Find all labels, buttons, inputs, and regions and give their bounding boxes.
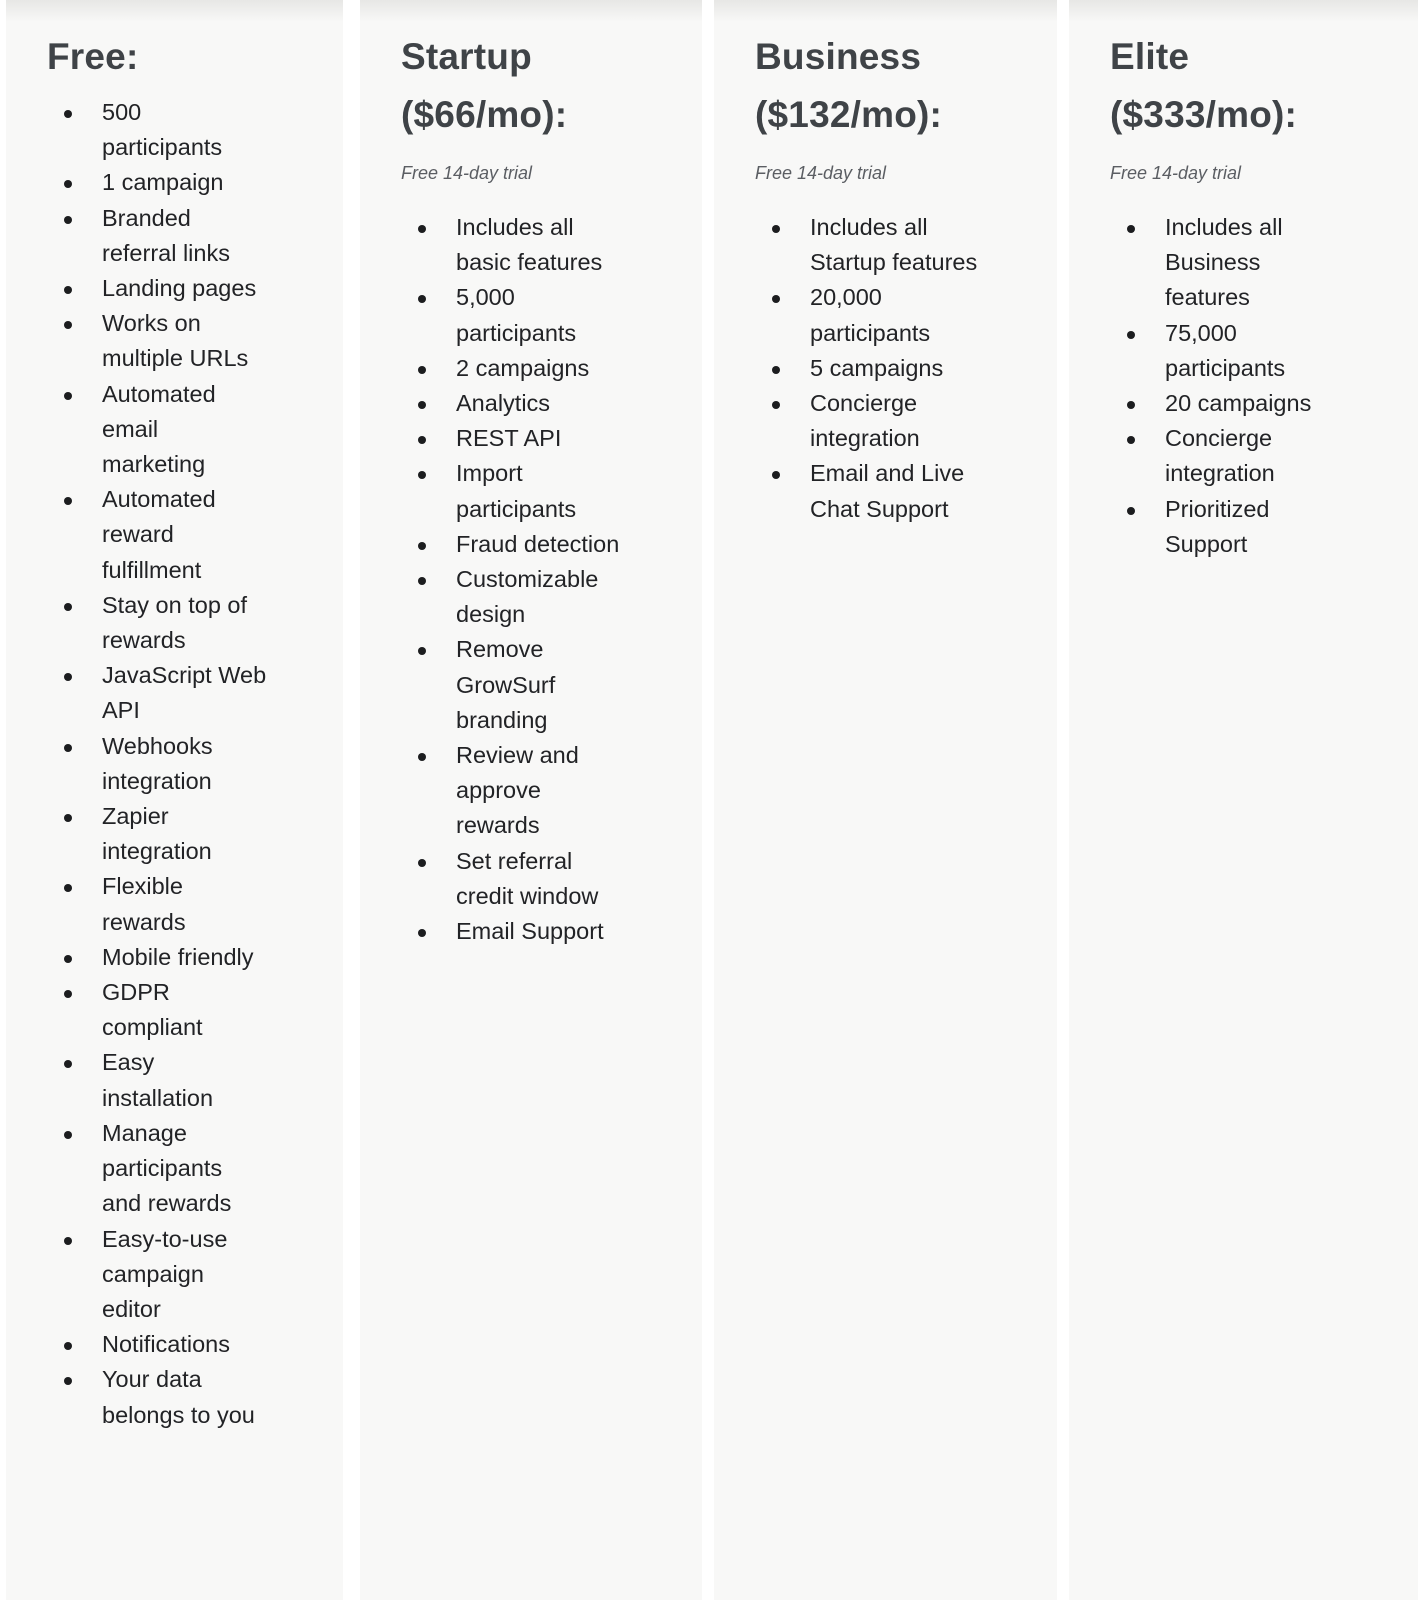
bullet-icon — [772, 295, 780, 303]
feature-text: Concierge integration — [810, 390, 920, 452]
feature-text: Zapier integration — [102, 803, 212, 865]
feature-item — [6, 1222, 267, 1328]
feature-item — [360, 386, 624, 421]
bullet-icon — [64, 744, 72, 752]
column-top-shadow — [360, 0, 702, 22]
feature-text: 5,000 participants — [456, 284, 577, 346]
feature-item — [1069, 386, 1333, 421]
feature-text: Notifications — [102, 1331, 230, 1358]
plan-startup — [360, 0, 702, 1600]
bullet-icon — [1127, 507, 1135, 515]
feature-item — [360, 456, 624, 526]
feature-text: Mobile friendly — [102, 943, 254, 970]
feature-item — [714, 386, 978, 456]
feature-text: Flexible rewards — [102, 873, 186, 935]
feature-text: Set referral credit window — [456, 847, 599, 909]
feature-item — [6, 165, 267, 200]
feature-item — [6, 306, 267, 376]
feature-item — [360, 280, 624, 350]
feature-item — [714, 351, 978, 386]
feature-text: Prioritized Support — [1165, 495, 1270, 557]
feature-item — [6, 658, 267, 728]
feature-item — [1069, 492, 1333, 562]
column-top-shadow — [6, 0, 343, 22]
feature-item — [6, 1116, 267, 1222]
bullet-icon — [64, 673, 72, 681]
trial-note: Free 14-day trial — [1110, 163, 1242, 183]
feature-list — [714, 210, 978, 527]
feature-text: Email Support — [456, 918, 604, 945]
feature-item — [714, 456, 978, 526]
feature-text: Concierge integration — [1165, 425, 1275, 487]
feature-item — [1069, 316, 1333, 386]
feature-text: 2 campaigns — [456, 354, 590, 381]
bullet-icon — [64, 1377, 72, 1385]
feature-item — [6, 377, 267, 483]
bullet-icon — [418, 295, 426, 303]
feature-item — [6, 588, 267, 658]
feature-text: Manage participants and rewards — [102, 1119, 232, 1217]
feature-text: Fraud detection — [456, 530, 620, 557]
bullet-icon — [64, 497, 72, 505]
bullet-icon — [64, 321, 72, 329]
bullet-icon — [418, 366, 426, 374]
feature-text: JavaScript Web API — [102, 662, 267, 724]
feature-text: 1 campaign — [102, 169, 224, 196]
feature-item — [360, 210, 624, 280]
feature-item — [6, 729, 267, 799]
bullet-icon — [1127, 436, 1135, 444]
bullet-icon — [64, 884, 72, 892]
plan-business — [714, 0, 1057, 1600]
feature-text: Review and approve rewards — [456, 742, 579, 839]
feature-item — [360, 527, 624, 562]
bullet-icon — [1127, 225, 1135, 233]
feature-item — [6, 271, 267, 306]
feature-text: Analytics — [456, 390, 551, 417]
bullet-icon — [1127, 331, 1135, 339]
feature-text: Import participants — [456, 460, 577, 522]
bullet-icon — [64, 814, 72, 822]
bullet-icon — [772, 225, 780, 233]
feature-item — [6, 201, 267, 271]
feature-text: Automated email marketing — [102, 380, 216, 478]
feature-text: Stay on top of rewards — [102, 591, 248, 654]
feature-text: Landing pages — [102, 275, 257, 302]
feature-text: 5 campaigns — [810, 354, 944, 381]
bullet-icon — [64, 110, 72, 118]
bullet-icon — [64, 180, 72, 188]
bullet-icon — [64, 1131, 72, 1139]
feature-text: Webhooks integration — [102, 732, 213, 794]
bullet-icon — [418, 542, 426, 550]
feature-text: Remove GrowSurf branding — [456, 636, 556, 733]
column-top-shadow — [714, 0, 1057, 22]
bullet-icon — [418, 401, 426, 409]
feature-item — [6, 869, 267, 939]
bullet-icon — [418, 577, 426, 585]
feature-item — [6, 799, 267, 869]
feature-text: Branded referral links — [102, 204, 230, 266]
feature-item — [714, 210, 978, 280]
feature-item — [360, 844, 624, 914]
feature-item — [6, 1327, 267, 1362]
bullet-icon — [772, 401, 780, 409]
feature-item — [360, 914, 624, 949]
bullet-icon — [64, 216, 72, 224]
bullet-icon — [418, 647, 426, 655]
feature-item — [6, 975, 267, 1045]
bullet-icon — [64, 1060, 72, 1068]
bullet-icon — [64, 990, 72, 998]
plan-title: Startup ($66/mo): — [401, 36, 568, 135]
bullet-icon — [64, 286, 72, 294]
feature-list — [360, 210, 624, 949]
feature-item — [6, 1045, 267, 1115]
bullet-icon — [64, 392, 72, 400]
bullet-icon — [772, 471, 780, 479]
feature-text: Your data belongs to you — [102, 1366, 255, 1428]
feature-text: Includes all Business features — [1165, 214, 1283, 311]
feature-text: GDPR compliant — [102, 979, 203, 1041]
feature-item — [360, 632, 624, 738]
bullet-icon — [64, 955, 72, 963]
feature-text: Automated reward fulfillment — [102, 486, 216, 583]
column-top-shadow — [1069, 0, 1418, 22]
feature-text: REST API — [456, 425, 562, 452]
bullet-icon — [418, 436, 426, 444]
plan-free — [6, 0, 343, 1600]
feature-text: Customizable design — [456, 566, 599, 628]
plan-title: Free: — [47, 36, 139, 77]
plan-title: Business ($132/mo): — [755, 36, 943, 135]
bullet-icon — [64, 603, 72, 611]
feature-text: Easy installation — [102, 1049, 214, 1111]
feature-text: 20,000 participants — [810, 284, 931, 346]
feature-list — [1069, 210, 1333, 562]
feature-item — [6, 1362, 267, 1432]
feature-text: Includes all basic features — [456, 214, 603, 276]
feature-item — [6, 940, 267, 975]
bullet-icon — [418, 471, 426, 479]
feature-item — [714, 280, 978, 350]
feature-item — [6, 482, 267, 588]
feature-item — [360, 562, 624, 632]
bullet-icon — [64, 1342, 72, 1350]
bullet-icon — [64, 1237, 72, 1245]
bullet-icon — [1127, 401, 1135, 409]
plan-elite — [1069, 0, 1418, 1600]
bullet-icon — [418, 929, 426, 937]
plan-title: Elite ($333/mo): — [1110, 36, 1298, 135]
feature-item — [1069, 210, 1333, 316]
feature-item — [6, 95, 267, 165]
feature-item — [360, 738, 624, 844]
feature-text: 20 campaigns — [1165, 390, 1312, 417]
bullet-icon — [418, 225, 426, 233]
feature-text: 75,000 participants — [1165, 319, 1286, 381]
feature-text: Easy-to-use campaign editor — [102, 1225, 228, 1322]
trial-note: Free 14-day trial — [401, 163, 533, 183]
feature-item — [360, 421, 624, 456]
feature-item — [1069, 421, 1333, 491]
bullet-icon — [418, 753, 426, 761]
feature-item — [360, 351, 624, 386]
feature-text: Email and Live Chat Support — [810, 460, 965, 522]
feature-text: Works on multiple URLs — [102, 310, 249, 372]
bullet-icon — [772, 366, 780, 374]
bullet-icon — [418, 859, 426, 867]
feature-text: 500 participants — [102, 99, 223, 161]
feature-list — [6, 95, 267, 1433]
feature-text: Includes all Startup features — [810, 214, 978, 276]
trial-note: Free 14-day trial — [755, 163, 887, 183]
